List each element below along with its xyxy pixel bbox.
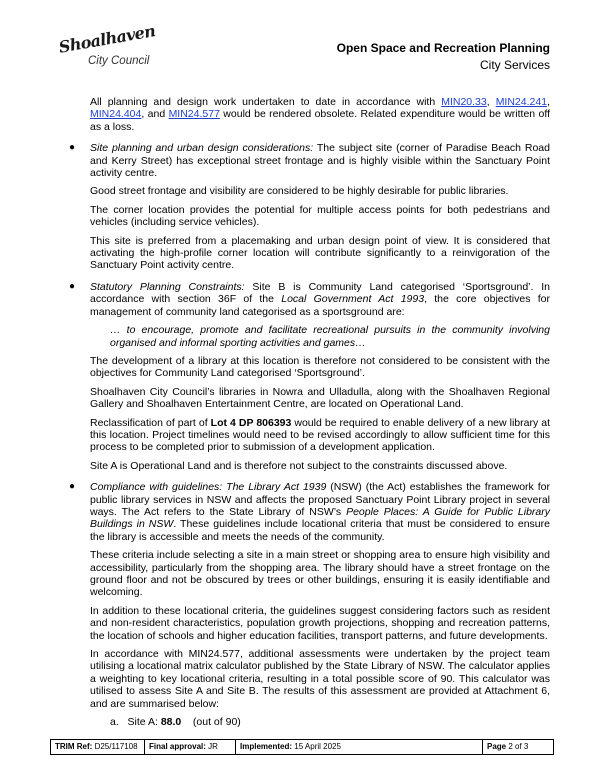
bullet-icon: ● (69, 481, 76, 493)
document-body (69, 96, 551, 729)
lot-reference: Lot 4 DP 806393 (210, 416, 292, 429)
document-footer (50, 739, 554, 755)
link-min24-241[interactable]: MIN24.241 (495, 96, 548, 108)
footer-final-approval: Final approval: JR (145, 740, 236, 754)
header-subtitle: City Services (479, 58, 550, 72)
footer-page-number: Page 2 of 3 (487, 742, 529, 751)
statutory-heading: Statutory Planning Constraints: (90, 280, 245, 293)
considerations-list (69, 142, 551, 729)
link-min24-404[interactable]: MIN24.404 (90, 108, 142, 121)
logo-subtitle: City Council (88, 55, 150, 67)
list-item-site-planning: ● Site planning and urban design considerations: The subject site (corner of Paradise Beach Road and Kerry Street) has exceptional street frontage and is highly visible within the Sanctuary Point activity centre. Good street frontage and visibility are considered to be highly desirable for public libraries. The corner location provides the potential for multiple access points for both pedestrians and vehicles (including service vehicles). This site is preferred from a placemaking and urban design point of view. It is considered that activating the high-profile corner location will contribute significantly to a reinvigoration of the Sanctuary Point activity centre. (69, 142, 550, 272)
header-title: Open Space and Recreation Planning (336, 41, 550, 55)
shoalhaven-logo (57, 21, 158, 76)
list-item-statutory: ● Statutory Planning Constraints: Site B is Community Land categorised ‘Sportsground’. In accordance with section 36F of the Local Government Act 1993, the core objectives for management of community land categorised as a sportsground are: … to encourage, promote and facilitate recreational pursuits in the community involving organised and informal sporting activities and games… The development of a library at this location is therefore not considered to be consistent with the objectives for Community Land categorised ‘Sportsground’. Shoalhaven City Council’s libraries in Nowra and Ulladulla, along with the Shoalhaven Regional Gallery and Shoalhaven Entertainment Centre, are located on Operational Land. Reclassification of part of Lot 4 DP 806393 would be required to enable delivery of a new library at this location. Project timelines would need to be revised accordingly to allow sufficient time for this process to be completed prior to submission of a development application. Site A is Operational Land and is therefore not subject to the constraints discussed above. (69, 280, 551, 472)
link-min20-33[interactable]: MIN20.33 (441, 96, 487, 108)
act-quote: … to encourage, promote and facilitate recreational pursuits in the community involving organised and informal sporting activities and games… (110, 324, 550, 349)
list-item-compliance: ● Compliance with guidelines: The Library Act 1939 (NSW) (the Act) establishes the framework for public library services in NSW and affects the proposed Sanctuary Point Library project in several ways. The Act refers to the State Library of NSW’s People Places: A Guide for Public Library Buildings in NSW. These guidelines include locational criteria that must be considered to ensure the library is accessible and meets the needs of the community. These criteria include selecting a site in a main street or shopping area to ensure high visibility and accessibility, particularly from the shopping area. The library should have a street frontage on the ground floor and not be obscured by trees or other buildings, ensuring it is easily identifiable and welcoming. In addition to these locational criteria, the guidelines suggest considering factors such as resident and non-resident characteristics, population growth projections, shopping and recreation patterns, the location of schools and higher education facilities, transport patterns, and future developments. In accordance with MIN24.577, additional assessments were undertaken by the project team utilising a locational matrix calculator published by the State Library of NSW. The calculator applies a weighting to key locational criteria, resulting in a total possible score of 90. This calculator was utilised to assess Site A and Site B. The results of this assessment are provided at Attachment 6, and are summarised below: a. Site A: 88.0 (out of 90) (69, 481, 551, 729)
link-min24-577[interactable]: MIN24.577 (168, 108, 220, 121)
logo-wordmark: Shoalhaven (57, 21, 157, 57)
site-planning-heading: Site planning and urban design considerations: (90, 142, 314, 155)
bullet-icon: ● (69, 142, 76, 154)
compliance-heading: Compliance with guidelines: The Library Act 1939 (90, 481, 327, 494)
footer-implemented: Implemented: 15 April 2025 (236, 740, 483, 754)
bullet-icon: ● (69, 280, 76, 292)
intro-paragraph: All planning and design work undertaken to date in accordance with MIN20.33, MIN24.241, MIN24.404, and MIN24.577 would be rendered obsolete. Related expenditure would be written off as a loss. (90, 96, 550, 133)
assessment-results (110, 716, 550, 728)
site-a-score: a. Site A: 88.0 (out of 90) (110, 716, 241, 729)
footer-trim-ref: TRIM Ref: D25/117108 (51, 740, 145, 754)
